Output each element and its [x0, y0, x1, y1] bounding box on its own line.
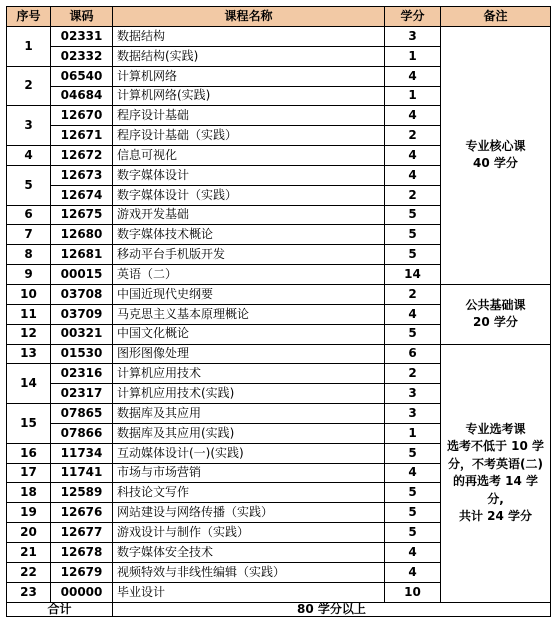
credit-cell: 2: [385, 126, 441, 146]
code-cell: 12674: [51, 185, 113, 205]
credit-cell: 4: [385, 562, 441, 582]
table-row: [7, 344, 551, 364]
credit-cell: 5: [385, 503, 441, 523]
seq-cell: 14: [7, 364, 51, 404]
code-cell: 11741: [51, 463, 113, 483]
course-name-cell: 数字媒体设计（实践）: [113, 185, 385, 205]
header-code: 课码: [51, 7, 113, 27]
seq-cell: 11: [7, 304, 51, 324]
course-name-cell: 图形图像处理: [113, 344, 385, 364]
remark-line: 专业核心课: [465, 139, 526, 154]
seq-cell: 1: [7, 27, 51, 67]
course-name-cell: 游戏开发基础: [113, 205, 385, 225]
seq-cell: 2: [7, 66, 51, 106]
course-name-cell: 计算机网络: [113, 66, 385, 86]
credit-cell: 4: [385, 463, 441, 483]
code-cell: 12670: [51, 106, 113, 126]
code-cell: 00015: [51, 265, 113, 285]
course-name-cell: 网站建设与网络传播（实践）: [113, 503, 385, 523]
course-name-cell: 马克思主义基本原理概论: [113, 304, 385, 324]
credit-cell: 3: [385, 404, 441, 424]
code-cell: 12678: [51, 542, 113, 562]
credit-cell: 5: [385, 245, 441, 265]
credit-cell: 2: [385, 364, 441, 384]
code-cell: 12676: [51, 503, 113, 523]
code-cell: 02332: [51, 46, 113, 66]
seq-cell: 18: [7, 483, 51, 503]
seq-cell: 6: [7, 205, 51, 225]
course-name-cell: 毕业设计: [113, 582, 385, 602]
code-cell: 11734: [51, 443, 113, 463]
credit-cell: 4: [385, 66, 441, 86]
code-cell: 02317: [51, 384, 113, 404]
credit-cell: 3: [385, 384, 441, 404]
remark-line: 共计 24 学分: [458, 508, 533, 523]
credit-cell: 5: [385, 205, 441, 225]
course-name-cell: 市场与市场营销: [113, 463, 385, 483]
remark-line: 40 学分: [473, 156, 518, 171]
credit-cell: 1: [385, 423, 441, 443]
course-name-cell: 英语（二）: [113, 265, 385, 285]
table-body: [7, 27, 551, 603]
course-name-cell: 数字媒体安全技术: [113, 542, 385, 562]
seq-cell: 23: [7, 582, 51, 602]
credit-cell: 5: [385, 523, 441, 543]
remark-line: 专业选考课: [465, 421, 526, 436]
course-name-cell: 计算机应用技术(实践): [113, 384, 385, 404]
credit-cell: 4: [385, 304, 441, 324]
course-name-cell: 程序设计基础（实践）: [113, 126, 385, 146]
credit-cell: 2: [385, 284, 441, 304]
header-name: 课程名称: [113, 7, 385, 27]
code-cell: 02316: [51, 364, 113, 384]
seq-cell: 21: [7, 542, 51, 562]
course-name-cell: 科技论文写作: [113, 483, 385, 503]
credit-cell: 3: [385, 27, 441, 47]
seq-cell: 7: [7, 225, 51, 245]
code-cell: 12679: [51, 562, 113, 582]
seq-cell: 10: [7, 284, 51, 304]
code-cell: 06540: [51, 66, 113, 86]
remark-cell: [441, 284, 551, 344]
code-cell: 12673: [51, 165, 113, 185]
credit-cell: 5: [385, 324, 441, 344]
remark-line: 20 学分: [473, 315, 518, 330]
course-name-cell: 中国近现代史纲要: [113, 284, 385, 304]
seq-cell: 8: [7, 245, 51, 265]
code-cell: 12681: [51, 245, 113, 265]
code-cell: 03708: [51, 284, 113, 304]
code-cell: 01530: [51, 344, 113, 364]
credit-cell: 6: [385, 344, 441, 364]
code-cell: 12589: [51, 483, 113, 503]
course-name-cell: 数据结构: [113, 27, 385, 47]
code-cell: 12675: [51, 205, 113, 225]
credit-cell: 4: [385, 146, 441, 166]
credit-cell: 5: [385, 225, 441, 245]
course-name-cell: 信息可视化: [113, 146, 385, 166]
course-name-cell: 计算机网络(实践): [113, 86, 385, 106]
course-name-cell: 游戏设计与制作（实践）: [113, 523, 385, 543]
seq-cell: 5: [7, 165, 51, 205]
remark-line: 的再选考 14 学分,: [452, 474, 539, 506]
remark-line: 分，不考英语(二): [448, 456, 543, 471]
header-credit: 学分: [385, 7, 441, 27]
course-name-cell: 数据库及其应用: [113, 404, 385, 424]
total-row: [7, 602, 551, 616]
code-cell: 12672: [51, 146, 113, 166]
code-cell: 03709: [51, 304, 113, 324]
seq-cell: 15: [7, 404, 51, 444]
course-name-cell: 计算机应用技术: [113, 364, 385, 384]
code-cell: 07865: [51, 404, 113, 424]
course-name-cell: 数字媒体设计: [113, 165, 385, 185]
credit-cell: 14: [385, 265, 441, 285]
header-remark: 备注: [441, 7, 551, 27]
seq-cell: 16: [7, 443, 51, 463]
code-cell: 04684: [51, 86, 113, 106]
course-name-cell: 数据结构(实践): [113, 46, 385, 66]
seq-cell: 20: [7, 523, 51, 543]
seq-cell: 17: [7, 463, 51, 483]
code-cell: 12677: [51, 523, 113, 543]
remark-cell: [441, 27, 551, 285]
credit-cell: 2: [385, 185, 441, 205]
seq-cell: 9: [7, 265, 51, 285]
credit-cell: 10: [385, 582, 441, 602]
seq-cell: 22: [7, 562, 51, 582]
table-header-row: [7, 7, 551, 27]
total-value: 80 学分以上: [113, 602, 551, 616]
credit-cell: 1: [385, 46, 441, 66]
table-row: [7, 284, 551, 304]
remark-cell: [441, 344, 551, 602]
header-seq: 序号: [7, 7, 51, 27]
course-name-cell: 中国文化概论: [113, 324, 385, 344]
code-cell: 12671: [51, 126, 113, 146]
seq-cell: 19: [7, 503, 51, 523]
code-cell: 07866: [51, 423, 113, 443]
curriculum-table: [6, 6, 551, 617]
course-name-cell: 移动平台手机版开发: [113, 245, 385, 265]
credit-cell: 4: [385, 542, 441, 562]
seq-cell: 4: [7, 146, 51, 166]
credit-cell: 4: [385, 165, 441, 185]
code-cell: 00000: [51, 582, 113, 602]
total-label: 合计: [7, 602, 113, 616]
seq-cell: 12: [7, 324, 51, 344]
code-cell: 00321: [51, 324, 113, 344]
seq-cell: 3: [7, 106, 51, 146]
credit-cell: 5: [385, 483, 441, 503]
course-name-cell: 程序设计基础: [113, 106, 385, 126]
table-row: [7, 27, 551, 47]
course-name-cell: 数据库及其应用(实践): [113, 423, 385, 443]
code-cell: 02331: [51, 27, 113, 47]
seq-cell: 13: [7, 344, 51, 364]
remark-line: 公共基础课: [465, 297, 526, 312]
course-name-cell: 互动媒体设计(一)(实践): [113, 443, 385, 463]
credit-cell: 5: [385, 443, 441, 463]
credit-cell: 1: [385, 86, 441, 106]
course-name-cell: 视频特效与非线性编辑（实践）: [113, 562, 385, 582]
credit-cell: 4: [385, 106, 441, 126]
course-name-cell: 数字媒体技术概论: [113, 225, 385, 245]
code-cell: 12680: [51, 225, 113, 245]
remark-line: 选考不低于 10 学: [446, 439, 545, 454]
